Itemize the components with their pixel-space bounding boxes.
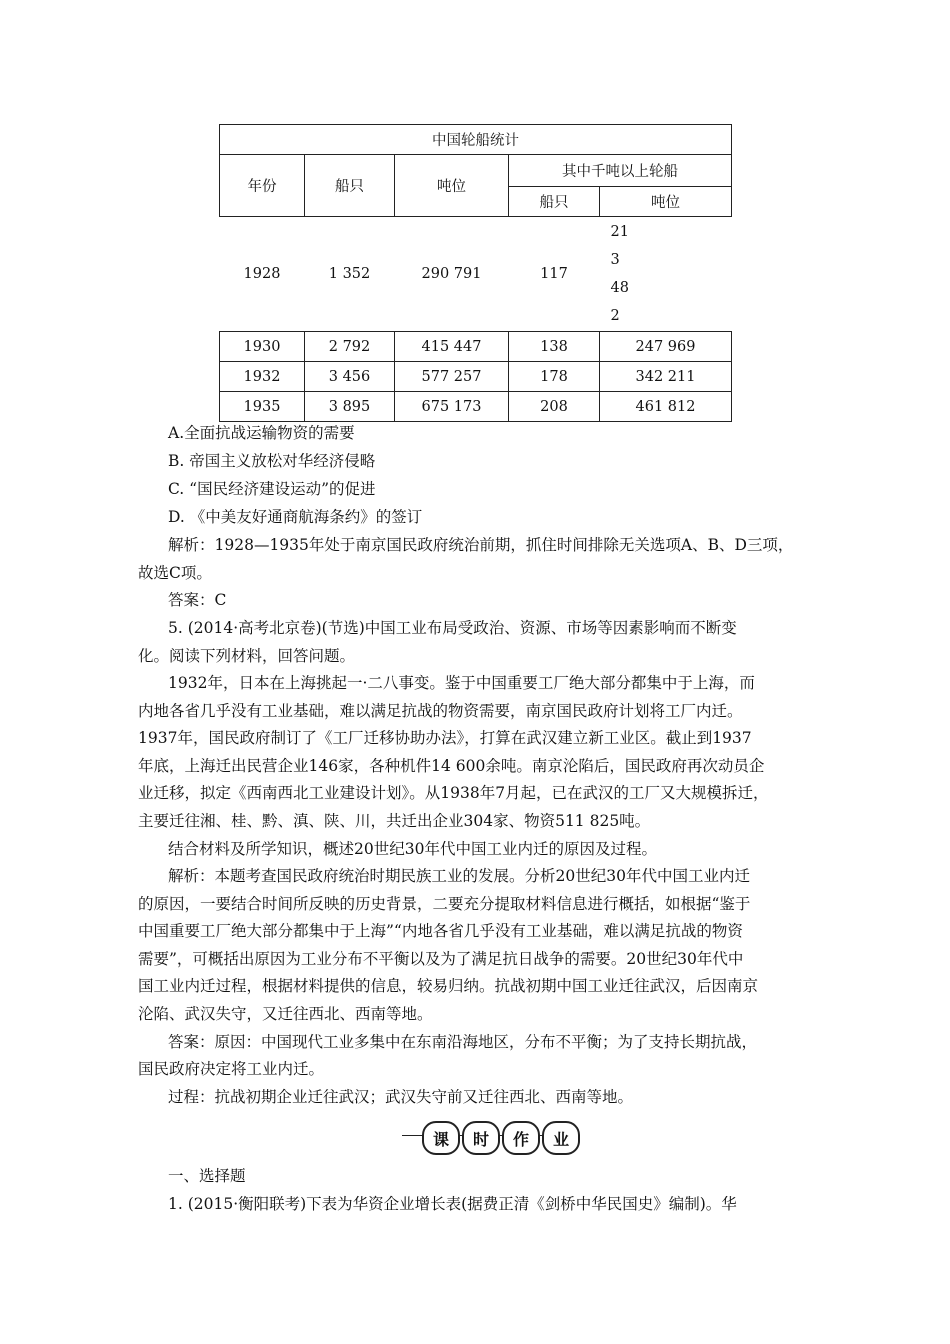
analysis-line: 的原因，一要结合时间所反映的历史背景，二要充分提取材料信息进行概括，如根据“鉴于 bbox=[138, 895, 751, 913]
analysis-line: 解析：1928—1935年处于南京国民政府统治前期，抓住时间排除无关选项A、B、D三项， bbox=[168, 536, 794, 554]
cell-big-ships: 138 bbox=[509, 332, 600, 362]
table-row bbox=[220, 217, 732, 332]
cell-year: 1930 bbox=[220, 332, 305, 362]
cell-tonnage: 415 447 bbox=[395, 332, 509, 362]
question-5: 5. (2014·高考北京卷)(节选)中国工业布局受政治、资源、市场等因素影响而不断变 bbox=[168, 619, 737, 637]
cell-ships: 1 352 bbox=[328, 266, 371, 282]
cell-big-tonnage: 247 969 bbox=[600, 332, 732, 362]
cell-big-ships: 178 bbox=[509, 362, 600, 392]
material-line: 年底，上海迁出民营企业146家，各种机件14 600余吨。南京沦陷后，国民政府再次动员企 bbox=[138, 757, 765, 775]
tonnage-part: 21 bbox=[610, 224, 629, 240]
tonnage-part: 2 bbox=[610, 308, 620, 324]
header-large-ship-tonnage: 吨位 bbox=[600, 187, 732, 217]
material-line: 主要迁往湘、桂、黔、滇、陕、川，共迁出企业304家、物资511 825吨。 bbox=[138, 812, 651, 830]
question-5-cont: 化。阅读下列材料，回答问题。 bbox=[138, 647, 356, 665]
header-tonnage: 吨位 bbox=[395, 155, 509, 217]
material-line: 业迁移，拟定《西南西北工业建设计划》。从1938年7月起，已在武汉的工厂又大规模拆迁， bbox=[138, 784, 769, 802]
table-row bbox=[220, 392, 732, 422]
table-title: 中国轮船统计 bbox=[220, 125, 732, 155]
section-badge bbox=[422, 1121, 580, 1155]
option-d: D. 《中美友好通商航海条约》的签订 bbox=[168, 508, 423, 526]
table-row bbox=[220, 362, 732, 392]
analysis-line: 故选C项。 bbox=[138, 564, 212, 582]
cell-tonnage: 675 173 bbox=[395, 392, 509, 422]
material-line: 内地各省几乎没有工业基础，难以满足抗战的物资需要，南京国民政府计划将工厂内迁。 bbox=[138, 702, 743, 720]
cell-tonnage: 290 791 bbox=[421, 266, 482, 282]
analysis-line: 解析：本题考查国民政府统治时期民族工业的发展。分析20世纪30年代中国工业内迁 bbox=[168, 867, 750, 885]
option-c: C. “国民经济建设运动”的促进 bbox=[168, 480, 376, 498]
tonnage-part: 48 bbox=[610, 280, 629, 296]
analysis-line: 国工业内迁过程，根据材料提供的信息，较易归纳。抗战初期中国工业迁往武汉，后因南京 bbox=[138, 977, 759, 995]
answer-line: 过程：抗战初期企业迁往武汉；武汉失守前又迁往西北、西南等地。 bbox=[168, 1088, 634, 1106]
table-row bbox=[220, 332, 732, 362]
answer-line: 答案：原因：中国现代工业多集中在东南沿海地区，分布不平衡；为了支持长期抗战， bbox=[168, 1033, 758, 1051]
cell-big-tonnage bbox=[600, 217, 732, 332]
cell-big-tonnage: 461 812 bbox=[600, 392, 732, 422]
header-large-ship-count: 船只 bbox=[509, 187, 600, 217]
analysis-line: 中国重要工厂绝大部分都集中于上海”“内地各省几乎没有工业基础，难以满足抗战的物资 bbox=[138, 922, 743, 940]
material-line: 1932年，日本在上海挑起一·二八事变。鉴于中国重要工厂绝大部分都集中于上海，而 bbox=[168, 674, 755, 692]
option-b: B. 帝国主义放松对华经济侵略 bbox=[168, 452, 376, 470]
option-a: A.全面抗战运输物资的需要 bbox=[168, 424, 355, 442]
cell-big-ships: 117 bbox=[540, 266, 568, 282]
answer-line: 国民政府决定将工业内迁。 bbox=[138, 1060, 325, 1078]
question-1: 1. (2015·衡阳联考)下表为华资企业增长表(据费正清《剑桥中华民国史》编制)。华 bbox=[168, 1195, 737, 1213]
header-ships: 船只 bbox=[305, 155, 395, 217]
cell-ships: 3 895 bbox=[305, 392, 395, 422]
header-large-ships: 其中千吨以上轮船 bbox=[509, 155, 732, 187]
cell-year: 1935 bbox=[220, 392, 305, 422]
cell-year: 1928 bbox=[243, 266, 281, 282]
material-line: 1937年，国民政府制订了《工厂迁移协助办法》，打算在武汉建立新工业区。截止到1937 bbox=[138, 729, 752, 747]
analysis-line: 沦陷、武汉失守，又迁往西北、西南等地。 bbox=[138, 1005, 433, 1023]
header-year: 年份 bbox=[220, 155, 305, 217]
badge-char: 业 bbox=[542, 1121, 580, 1155]
cell-big-ships: 208 bbox=[509, 392, 600, 422]
badge-char: 时 bbox=[462, 1121, 500, 1155]
task-line: 结合材料及所学知识，概述20世纪30年代中国工业内迁的原因及过程。 bbox=[168, 840, 657, 858]
cell-year: 1932 bbox=[220, 362, 305, 392]
section-heading: 一、选择题 bbox=[168, 1167, 246, 1185]
answer-line: 答案：C bbox=[168, 591, 227, 609]
badge-char: 作 bbox=[502, 1121, 540, 1155]
cell-tonnage: 577 257 bbox=[395, 362, 509, 392]
badge-char: 课 bbox=[422, 1121, 460, 1155]
analysis-line: 需要”，可概括出原因为工业分布不平衡以及为了满足抗日战争的需要。20世纪30年代中 bbox=[138, 950, 744, 968]
cell-big-tonnage: 342 211 bbox=[600, 362, 732, 392]
ship-statistics-table bbox=[219, 124, 732, 422]
tonnage-part: 3 bbox=[610, 252, 620, 268]
cell-ships: 2 792 bbox=[305, 332, 395, 362]
cell-ships: 3 456 bbox=[305, 362, 395, 392]
